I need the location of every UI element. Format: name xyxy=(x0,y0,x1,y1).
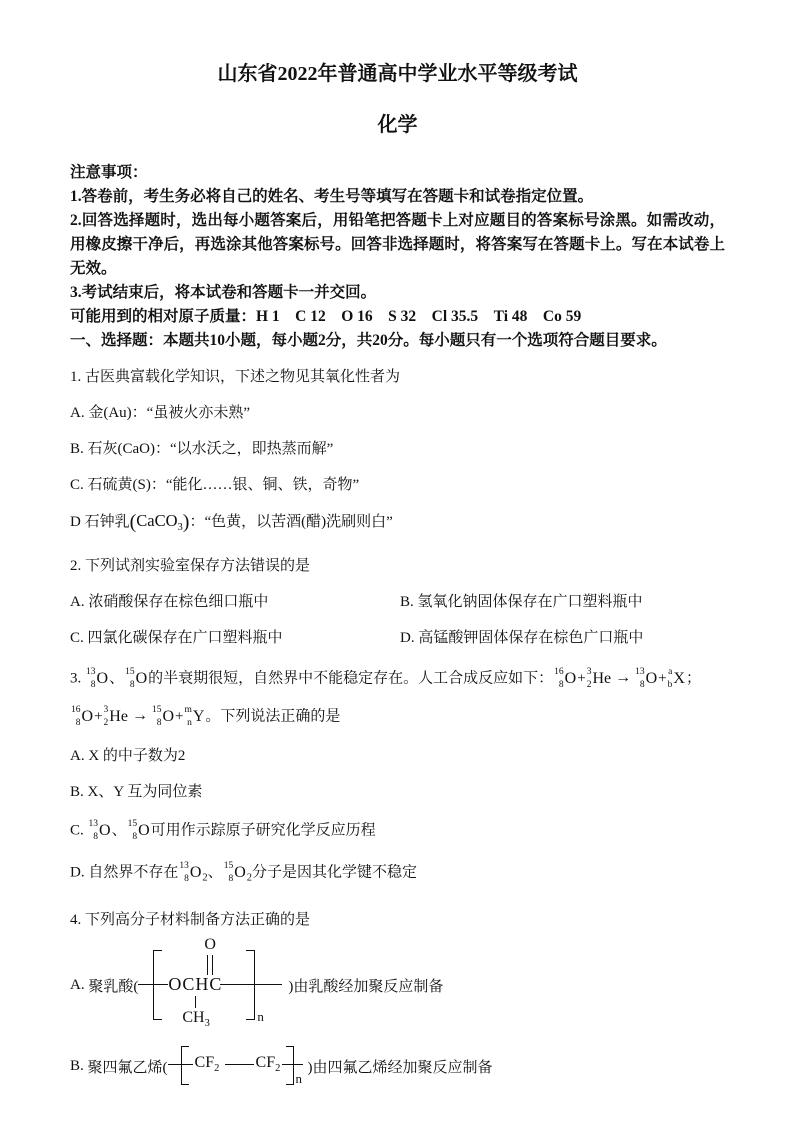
notice-heading: 注意事项： xyxy=(70,164,148,181)
isotope-o16: 16 8 O xyxy=(554,667,577,690)
repeat-subscript-n: n xyxy=(257,1009,264,1025)
isotope-o15: 15 8 O xyxy=(125,667,148,690)
left-paren: ( xyxy=(129,511,137,533)
q3-text-1: 的半衰期很短，自然界中不能稳定存在。人工合成反应如下： xyxy=(148,670,554,687)
enumeration-comma: 、 xyxy=(207,864,223,881)
q3-number: 3. xyxy=(70,670,82,687)
q1-stem: 1. 古医典富载化学知识，下述之物见其氧化性者为 xyxy=(70,369,401,385)
q3-c-label: C. xyxy=(70,822,84,839)
methyl-group: $CH_3$ xyxy=(182,1009,210,1030)
q4-b-label: B. xyxy=(70,1057,84,1074)
o2-subscript: 2 xyxy=(246,872,252,884)
isotope-he3: 3 2 He xyxy=(103,705,128,728)
notice-item-2: 2.回答选择题时，选出每小题答案后，用铅笔把答题卡上对应题目的答案标号涂黑。如需改动，用橡皮擦干净后，再选涂其他答案标号。回答非选择题时，将答案写在答题卡上。写在本试卷上无效。 xyxy=(70,212,725,277)
q4-option-a xyxy=(70,936,725,1034)
plus-sign: + xyxy=(658,670,667,687)
molecule-o2-13: 13 8 O xyxy=(179,861,202,884)
q4-a-pre: 聚乳酸( xyxy=(88,978,139,995)
plus-sign: + xyxy=(94,708,103,725)
reaction-arrow: → xyxy=(615,669,632,687)
isotope-o16: 16 8 O xyxy=(71,705,94,728)
q4-b-pre: 聚四氟乙烯( xyxy=(87,1059,168,1076)
q1-option-c: C. 石硫黄(S)：“能化……银、铜、铁，奇物” xyxy=(70,477,360,493)
q4-b-post: )由四氟乙烯经加聚反应制备 xyxy=(307,1059,493,1076)
polylactic-acid-structure xyxy=(138,936,288,1034)
nuclide-x: a b X xyxy=(667,667,685,690)
q3-option-b: B. X、Y 互为同位素 xyxy=(70,784,203,800)
chain-atoms: OCHC xyxy=(168,974,223,995)
exam-title: 山东省2022年普通高中学业水平等级考试 xyxy=(217,63,578,85)
isotope-o13: 13 8 O xyxy=(86,667,109,690)
question-4 xyxy=(70,910,725,1088)
q1-option-a: A. 金(Au)：“虽被火亦未熟” xyxy=(70,405,250,421)
ptfe-structure xyxy=(168,1044,308,1088)
q3-text-2: 。下列说法正确的是 xyxy=(205,708,341,725)
notice-section xyxy=(70,161,725,353)
q2-stem: 2. 下列试剂实验室保存方法错误的是 xyxy=(70,558,311,574)
isotope-he3: 3 2 He xyxy=(586,667,612,690)
cf2-group: $CF_2$ xyxy=(255,1054,281,1075)
section-one-heading: 一、选择题：本题共10小题，每小题2分，共20分。每小题只有一个选项符合题目要求。 xyxy=(70,332,667,349)
caco3-subscript: 3 xyxy=(177,522,183,533)
q3-d-post: 分子是因其化学键不稳定 xyxy=(252,864,418,881)
bracket-left xyxy=(181,1046,189,1085)
cf2-group: $CF_2$ xyxy=(194,1054,220,1075)
q3-option-d xyxy=(70,862,725,888)
bracket-right xyxy=(246,950,255,1020)
plus-sign: + xyxy=(577,670,586,687)
enumeration-comma: 、 xyxy=(109,670,125,687)
exam-subject: 化学 xyxy=(377,114,418,136)
q3-d-pre: 自然界不存在 xyxy=(88,864,179,881)
isotope-o13: 13 8 O xyxy=(635,667,658,690)
o2-subscript: 2 xyxy=(202,872,208,884)
notice-item-3: 3.考试结束后，将本试卷和答题卡一并交回。 xyxy=(70,284,377,301)
bracket-left xyxy=(153,950,162,1020)
cf2-subscript: 2 xyxy=(214,1063,220,1075)
q4-a-label: A. xyxy=(70,976,85,993)
repeat-subscript-n: n xyxy=(295,1071,303,1087)
question-3 xyxy=(70,668,725,888)
q3-d-label: D. xyxy=(70,864,85,881)
q3-stem-line2 xyxy=(70,706,725,728)
single-bond xyxy=(195,996,196,1008)
q1-option-d xyxy=(70,511,725,538)
question-1 xyxy=(70,367,725,538)
enumeration-comma: 、 xyxy=(111,822,127,839)
q2-row-ab xyxy=(70,592,725,612)
nuclide-y: m n Y xyxy=(184,705,205,728)
cf2-subscript: 2 xyxy=(275,1063,281,1075)
q3-c-text: 可用作示踪原子研究化学反应历程 xyxy=(150,822,376,839)
q2-option-a: A. 浓硝酸保存在棕色细口瓶中 xyxy=(70,594,269,610)
caco3-formula: CaCO xyxy=(136,511,178,530)
q1-option-b: B. 石灰(CaO)：“以水沃之，即热蒸而解” xyxy=(70,441,334,457)
q2-option-b: B. 氢氧化钠固体保存在广口塑料瓶中 xyxy=(400,594,643,610)
bracket-right xyxy=(286,1046,294,1085)
q1-d-quote: ：“色黄，以苦酒(醋)洗刷则白” xyxy=(189,514,393,530)
atomic-mass-line: 可能用到的相对原子质量：H 1 C 12 O 16 S 32 Cl 35.5 Ti 48 Co 59 xyxy=(70,308,582,325)
notice-item-1: 1.答卷前，考生务必将自己的姓名、考生号等填写在答题卡和试卷指定位置。 xyxy=(70,188,594,205)
bond-line xyxy=(225,1064,254,1065)
reaction-arrow: → xyxy=(131,707,148,725)
bond-line xyxy=(282,1064,303,1065)
isotope-o13: 13 8 O xyxy=(88,819,111,842)
q1-d-text: D 石钟乳 xyxy=(70,514,130,530)
q3-stem-line1 xyxy=(70,668,725,690)
q4-stem: 4. 下列高分子材料制备方法正确的是 xyxy=(70,912,311,929)
q3-option-a: A. X 的中子数为2 xyxy=(70,748,186,764)
methyl-subscript: 3 xyxy=(204,1018,210,1030)
q2-option-d: D. 高锰酸钾固体保存在棕色广口瓶中 xyxy=(400,630,644,646)
carbonyl-oxygen: O xyxy=(204,936,216,954)
plus-sign: + xyxy=(175,708,184,725)
q2-row-cd xyxy=(70,628,725,648)
q4-option-b xyxy=(70,1044,725,1088)
q4-a-post: )由乳酸经加聚反应制备 xyxy=(288,978,444,995)
right-paren: ) xyxy=(182,511,190,533)
isotope-o15: 15 8 O xyxy=(151,705,174,728)
double-bond xyxy=(207,955,213,975)
semicolon: ； xyxy=(685,670,701,687)
question-2 xyxy=(70,556,725,648)
q3-option-c xyxy=(70,820,725,842)
q2-option-c: C. 四氯化碳保存在广口塑料瓶中 xyxy=(70,630,283,646)
isotope-o15: 15 8 O xyxy=(127,819,150,842)
molecule-o2-15: 15 8 O xyxy=(223,861,246,884)
